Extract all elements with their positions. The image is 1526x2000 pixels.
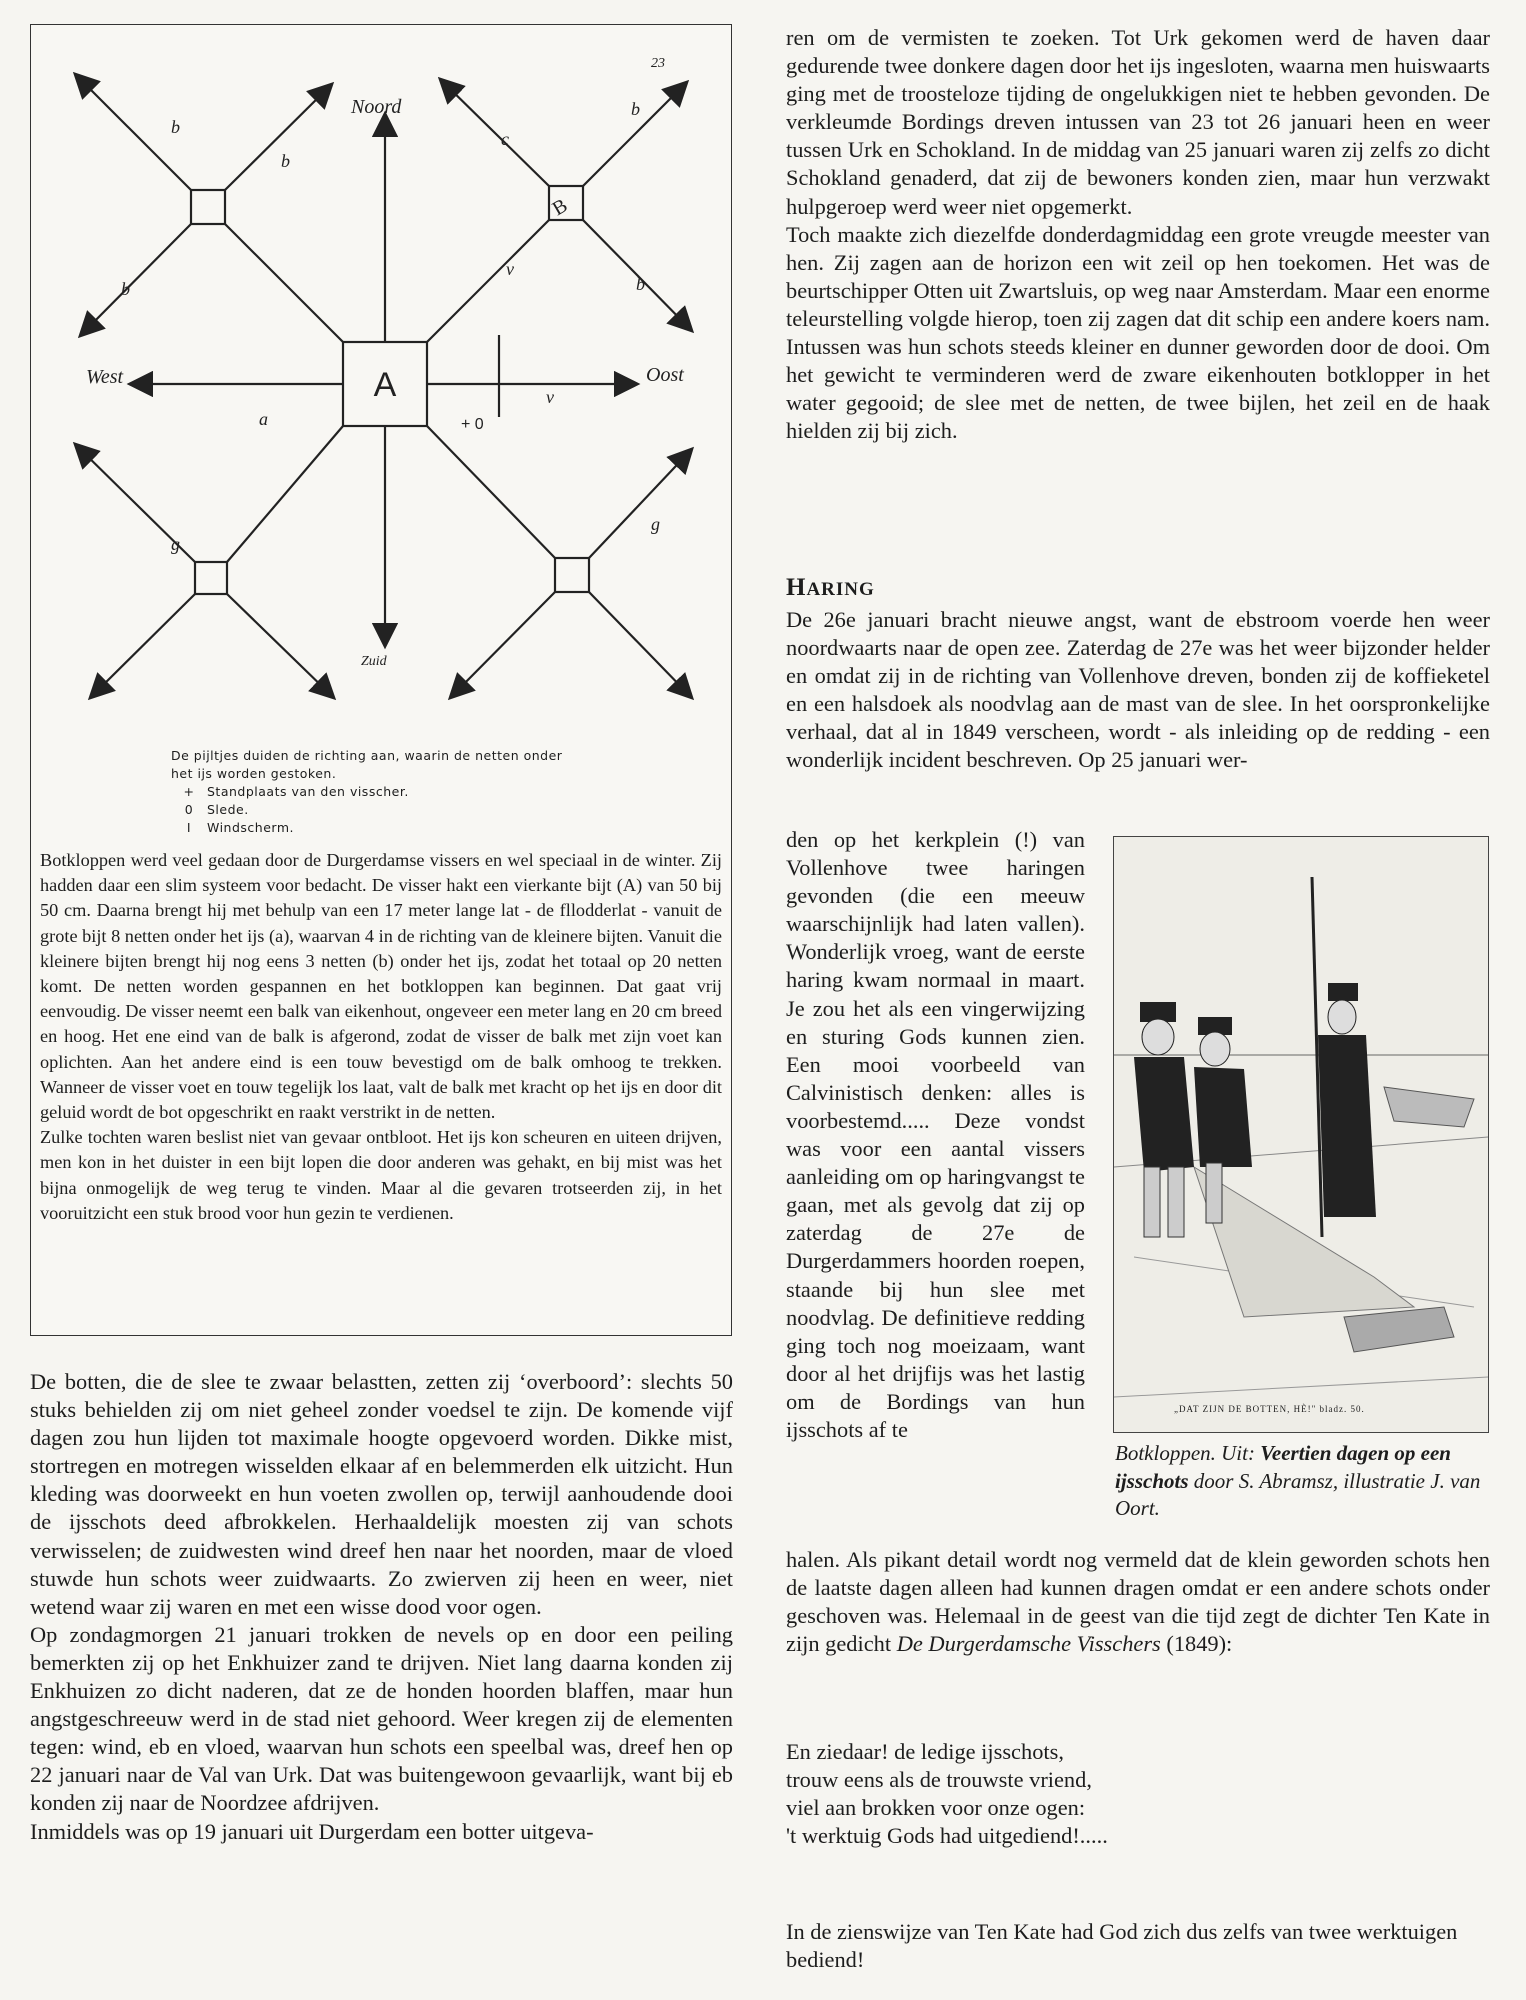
poem-line: trouw eens als de trouwste vriend, [786, 1767, 1092, 1793]
legend-line-2: het ijs worden gestoken. [171, 766, 337, 781]
left-paragraph-2: Op zondagmorgen 21 januari trokken de nevels op en door een peiling bemerkten zij op het Enkhuizer zand te drijven. Niet lang daarna konden zij Enkhuizen zo dicht naderen, dat ze de honden hoorden blaffen, maar hun angstgeschreeuw werd in de stad niet gehoord. Weer kregen zij de elementen tegen: wind, eb en vloed, waarvan hun schots een speelbal was, dreef hen op 22 januari naar de Val van Urk. Dat was buitengewoon gevaarlijk, want bij eb konden zij naar de Noordzee afdrijven. [30, 1621, 733, 1816]
svg-text:b: b [171, 117, 180, 137]
west-label: West [86, 366, 124, 388]
left-paragraph-3: Inmiddels was op 19 januari uit Durgerdam een botter uitgeva- [30, 1818, 594, 1844]
svg-text:b: b [636, 274, 645, 294]
fishermen-drawing [1114, 837, 1488, 1432]
east-label: Oost [646, 364, 684, 386]
legend-item: 0 Slede. [184, 802, 249, 817]
svg-text:b: b [121, 279, 130, 299]
center-a-label: A [373, 366, 397, 404]
right-paragraph-1: ren om de vermisten te zoeken. Tot Urk gekomen werd de haven daar gedurende twee donkere dagen door het ijs ingesloten, waarna men huiswaarts ging met de troosteloze tijding de ongelukkigen niet te hebben gevonden. De verkleumde Bordings dreven intussen van 23 tot 26 januari heen en weer tussen Urk en Schokland. In de middag van 25 januari waren zij zelfs zo dicht Schokland genaderd, dat zij de bewoners konden zien, maar hun verzwakt hulpgeroep werd weer niet opgemerkt. [786, 25, 1490, 219]
north-label: Noord [351, 96, 402, 118]
svg-text:v: v [546, 387, 554, 407]
closing-paragraph: In de zienswijze van Ten Kate had God zich dus zelfs van twee werktuigen bediend! [786, 1919, 1458, 1973]
plus-q-label: + 0 [461, 416, 484, 433]
svg-text:b: b [631, 99, 640, 119]
diagram-explanation [40, 848, 722, 1226]
svg-text:g: g [651, 514, 660, 534]
legend-line-1: De pijltjes duiden de richting aan, waarin de netten onder [171, 748, 563, 763]
svg-text:b: b [281, 151, 290, 171]
explanation-paragraph-1: Botkloppen werd veel gedaan door de Durgerdamse vissers en wel speciaal in de winter. Zij hadden daar een slim systeem voor bedacht. De visser hakt een vierkante bijt (A) van 50 bij 50 cm. Daarna brengt hij met behulp van een 17 meter lange lat - de fllodderlat - vanuit de grote bijt 8 netten onder het ijs (a), waarvan 4 in de richting van de kleinere bijten. Vanuit die kleinere bijten brengt hij nog eens 3 netten (b) onder het ijs, zodat het totaal op 20 netten komt. De netten worden gespannen en het botkloppen kan beginnen. Dat gaat vrij eenvoudig. De visser neemt een balk van eikenhout, ongeveer een meter lang en 20 cm breed en hoog. Het ene eind van de balk is afgerond, zodat de visser de balk met zijn voet kan oplichten. Aan het andere eind is een touw bevestigd om de balk omhoog te trekken. Wanneer de visser voet en touw tegelijk los laat, valt de balk met kracht op het ijs en door dit geluid wordt de bot opgeschrikt en raakt verstrikt in de netten. [40, 850, 722, 1123]
svg-text:a: a [259, 409, 268, 429]
haring-narrow-column: den op het kerkplein (!) van Vollenhove twee haringen gevonden (die een meeuw waarschijnlijk had laten vallen). Wonderlijk vroeg, want de eerste haring kwam normaal in maart. Je zou het als een vingerwijzing en sturing Gods kunnen zien. Een mooi voorbeeld van Calvinistisch denken: alles is voorbestemd..... Deze vondst was voor een aantal vissers aanleiding om op haringvangst te gaan, met als gevolg dat zij op zaterdag de 27e de Durgerdammers hoorden roepen, staande bij hun slee met noodvlag. De definitieve redding ging toch nog moeizaam, want door al het drijfijs was het lastig om de Bordings van hun ijsschots af te [786, 827, 1085, 1442]
left-column-text [30, 1368, 733, 1846]
illustration-inner-caption: „DAT ZIJN DE BOTTEN, HÈ!" bladz. 50. [1174, 1404, 1365, 1414]
figure-caption: Botkloppen. Uit: Veertien dagen op een ijsschots door S. Abramsz, illustratie J. van Oort. [1115, 1441, 1481, 1520]
haring-tail-paragraph: halen. Als pikant detail wordt nog vermeld dat de klein geworden schots hen de laatste dagen alleen had kunnen dragen omdat er een andere schots onder geschoven was. Helemaal in de geest van die tijd zegt de dichter Ten Kate in zijn gedicht De Durgerdamsche Visschers (1849): [786, 1547, 1490, 1657]
right-paragraph-2: Toch maakte zich diezelfde donderdagmiddag een grote vreugde meester van hen. Zij zagen aan de horizon een wit zeil op hen toekomen. Het was de beurtschipper Otten uit Zwartsluis, op weg naar Amsterdam. Maar een enorme teleurstelling volgde hierop, toen zij zagen dat dit schip een andere koers nam. Intussen was hun schots steeds kleiner en dunner geworden door de dooi. Om het gewicht te verminderen werd de zware eikenhouten botklopper in het water gegooid; de slee met de netten, de twee bijlen, het zeil en de haak hielden zij bij zich. [786, 221, 1490, 444]
explanation-paragraph-2: Zulke tochten waren beslist niet van gevaar ontbloot. Het ijs kon scheuren en uiteen drijven, men kon in het duister in een bijt lopen die door anderen was gehakt, en bij mist was het bijna onmogelijk de weg terug te vinden. Maar al die gevaren trotseerden zij, in het vooruitzicht een stuk brood voor hun gezin te verdienen. [40, 1127, 722, 1223]
poem-line: viel aan brokken voor onze ogen: [786, 1795, 1086, 1821]
poem-line: 't werktuig Gods had uitgediend!..... [786, 1823, 1108, 1849]
south-label: Zuid [361, 654, 387, 669]
fishing-net-diagram [31, 25, 731, 845]
section-heading-haring: HARING [786, 574, 875, 601]
svg-text:c: c [501, 129, 509, 149]
right-column-text [786, 24, 1490, 445]
b-box-label: B [548, 194, 572, 221]
page-number-corner: 23 [651, 56, 665, 71]
haring-paragraph: De 26e januari bracht nieuwe angst, want de ebstroom voerde hen weer noordwaarts naar de open zee. Zaterdag de 27e was het weer bijzonder helder en omdat zij in de richting van Vollenhove dreven, bonden zij de koffieketel en een halsdoek als noodvlag aan de mast van de slee. In het oorspronkelijke verhaal, dat al in 1849 verscheen, wordt - als inleiding op de redding - een wonderlijk incident beschreven. Op 25 januari wer- [786, 607, 1490, 773]
svg-text:g: g [171, 534, 180, 554]
poem-line: En ziedaar! de ledige ijsschots, [786, 1739, 1064, 1764]
legend-item: I Windscherm. [186, 820, 294, 835]
left-paragraph-1: De botten, die de slee te zwaar belastten, zetten zij ‘overboord’: slechts 50 stuks behielden zij om niet geheel zonder voedsel te zijn. De komende vijf dagen zou hun lijden tot maximale hoogte opgevoerd worden. Dikke mist, stortregen en motregen wisselden elkaar af en belemmerden elk uitzicht. Hun kleding was doorweekt en hun voeten zwollen op, terwijl aanhoudende dooi de ijsschots deed afbrokkelen. Herhaaldelijk moesten zij van schots verwisselen; de zuidwesten wind dreef hen naar het noorden, maar de vloed stuwde hun schots weer zuidwaarts. Zo zwierven zij heen en weer, niet wetend waar zij waren en met een wisse dood voor ogen. [30, 1369, 733, 1619]
legend-item: + Standplaats van den visscher. [183, 784, 409, 799]
svg-text:v: v [506, 259, 514, 279]
poem [786, 1738, 1490, 1850]
botkloppen-illustration [1113, 836, 1489, 1433]
diagram-legend [171, 747, 691, 837]
